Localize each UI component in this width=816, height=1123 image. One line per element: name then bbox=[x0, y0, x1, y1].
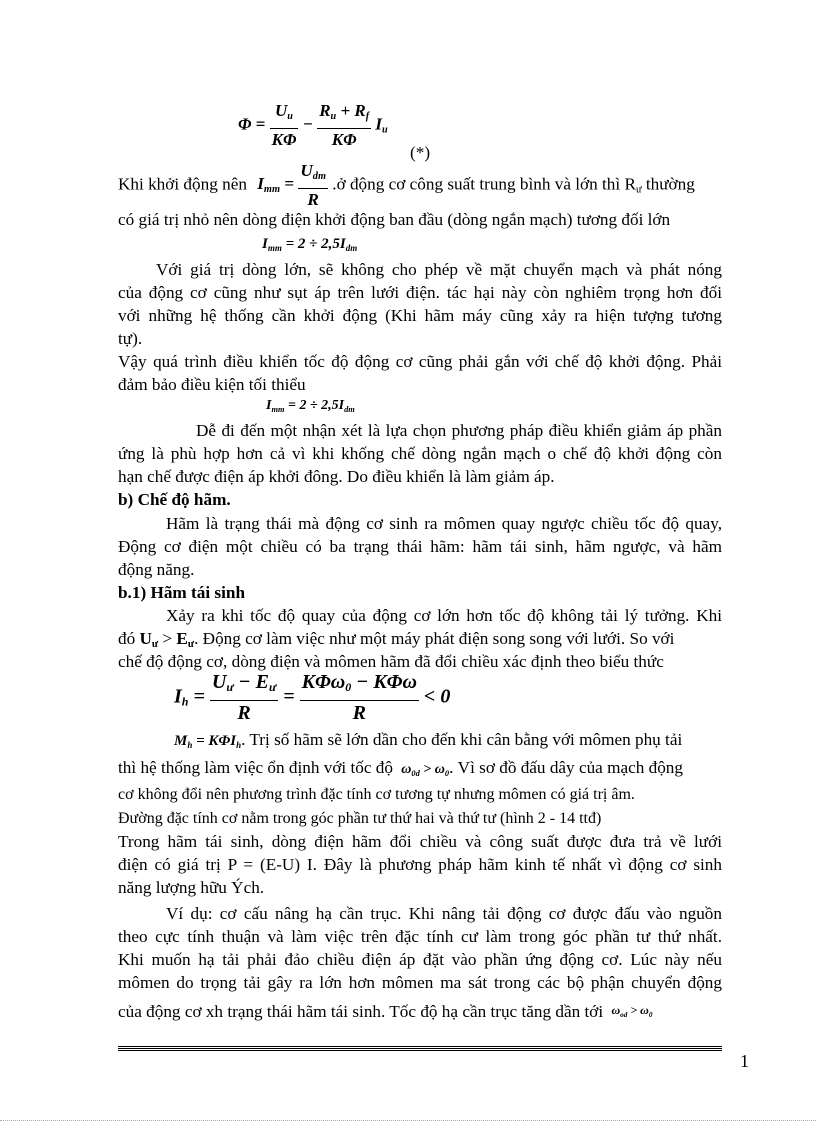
paragraph-line: của động cơ xh trạng thái hãm tái sinh. Tốc độ hạ cần trục tăng dần tới $\omega_{od} > \omega_0$ bbox=[118, 1002, 653, 1021]
paragraph-line: điện có giá trị P = (E-U) I. Đây là phương pháp hãm kinh tế nhất vì động cơ sinh bbox=[118, 855, 722, 874]
formula-mark: (*) bbox=[410, 143, 431, 162]
paragraph-line: Với giá trị dòng lớn, sẽ không cho phép về mặt chuyển mạch và phát nóng bbox=[156, 260, 722, 279]
paragraph-line: Ví dụ: cơ cấu nâng hạ cần trục. Khi nâng tải động cơ được đấu vào nguồn bbox=[166, 904, 722, 923]
paragraph-line: Dễ đi đến một nhận xét là lựa chọn phương pháp điều khiển giảm áp phần bbox=[196, 421, 722, 440]
formula-phi: Φ = $\frac{U_u}{K\Phi}$ − $\frac{R_u + R_f}{K\Phi}$ $I_u$ bbox=[238, 101, 388, 149]
page-number: 1 bbox=[740, 1051, 749, 1071]
section-heading: b) Chế độ hãm. bbox=[118, 490, 231, 509]
text-line: có giá trị nhỏ nên dòng điện khởi động ban đầu (dòng ngắn mạch) tương đối lớn bbox=[118, 210, 671, 229]
paragraph-line: $M_h = K\Phi I_h$. Trị số hãm sẽ lớn dần cho đến khi cân bằng với mômen phụ tải bbox=[174, 730, 683, 750]
formula-imm: $I_{mm} = 2 \div 2,5I_{dm}$ bbox=[266, 398, 355, 414]
paragraph-line: ứng là phù hợp hơn cả vì khi khống chế dòng ngắn mạch o chế độ khởi động còn bbox=[118, 444, 722, 463]
paragraph-line: với những hệ thống cần khởi động (Khi hãm máy cũng xảy ra hiện tượng tương bbox=[118, 306, 722, 325]
paragraph-line: Đường đặc tính cơ nằm trong góc phần tư thứ hai và thứ tư (hình 2 - 14 ttđ) bbox=[118, 810, 602, 827]
text-line: Khi khởi động nên $I_{mm}$ = $\frac{U_{dm}}{R}$ .ở động cơ công suất trung bình và lớn thì $R_ư$ thường bbox=[118, 161, 695, 209]
footer-rule bbox=[118, 1046, 722, 1051]
paragraph-line: Hãm là trạng thái mà động cơ sinh ra mômen quay ngược chiều tốc độ quay, bbox=[166, 514, 722, 533]
paragraph-line: hạn chế được điện áp khởi đông. Do điều khiển là làm giảm áp. bbox=[118, 467, 555, 486]
formula-imm: $I_{mm} = 2 \div 2,5I_{dm}$ bbox=[262, 236, 358, 253]
paragraph-line: theo cực tính thuận và làm việc trên đặc tính cư làm trong góc phần tư thứ nhất. bbox=[118, 927, 722, 946]
paragraph-line: thì hệ thống làm việc ổn định với tốc độ $\omega_{0d} > \omega_0$. Vì sơ đồ đấu dây của mạch động bbox=[118, 758, 683, 778]
paragraph-line: mômen do trọng tải gây ra lớn hơn mômen ma sát trong các bộ phận chuyển động bbox=[118, 973, 722, 992]
paragraph-line: Khi muốn hạ tải phải đảo chiều điện áp đặt vào phần ứng động cơ. Lúc này nếu bbox=[118, 950, 722, 969]
paragraph-line: của động cơ cũng như sụt áp trên lưới điện. tác hại này còn nghiêm trọng hơn đối bbox=[118, 283, 722, 302]
paragraph-line: đó $U_ư > E_ư$. Động cơ làm việc như một máy phát điện song song với lưới. So với bbox=[118, 629, 675, 650]
fraction: $\frac{R_u + R_f}{K\Phi}$ bbox=[319, 101, 370, 149]
page-edge bbox=[0, 1120, 816, 1121]
section-heading: b.1) Hãm tái sinh bbox=[118, 583, 246, 602]
fraction: $\frac{K\Phi\omega_0 - K\Phi\omega}{R}$ bbox=[301, 671, 417, 724]
paragraph-line: động năng. bbox=[118, 560, 195, 579]
paragraph-line: đảm bảo điều kiện tối thiểu bbox=[118, 375, 306, 394]
paragraph-line: Xảy ra khi tốc độ quay của động cơ lớn hơn tốc độ không tải lý tưởng. Khi bbox=[166, 606, 722, 625]
fraction: $\frac{U_ư - E_ư}{R}$ bbox=[211, 671, 277, 724]
paragraph-line: tự). bbox=[118, 329, 143, 348]
paragraph-line: năng lượng hữu Ých. bbox=[118, 878, 265, 897]
fraction: $\frac{U_u}{K\Phi}$ bbox=[271, 101, 297, 149]
formula-ih: $I_h$ = $\frac{U_ư - E_ư}{R}$ = $\frac{K\Phi\omega_0 - K\Phi\omega}{R}$ < 0 bbox=[174, 671, 451, 724]
fraction: $\frac{U_{dm}}{R}$ bbox=[300, 161, 326, 209]
paragraph-line: Trong hãm tái sinh, dòng điện hãm đổi chiều và công suất được đưa trả về lưới bbox=[118, 832, 722, 851]
paragraph-line: chế độ động cơ, dòng điện và mômen hãm đã đổi chiều xác định theo biểu thức bbox=[118, 652, 664, 671]
paragraph-line: Vậy quá trình điều khiển tốc độ động cơ cũng phải gắn với chế độ khởi động. Phải bbox=[118, 352, 722, 371]
paragraph-line: cơ không đổi nên phương trình đặc tính cơ tương tự nhưng mômen có giá trị âm. bbox=[118, 786, 635, 803]
paragraph-line: Động cơ điện một chiều có ba trạng thái hãm: hãm tái sinh, hãm ngược, và hãm bbox=[118, 537, 722, 556]
